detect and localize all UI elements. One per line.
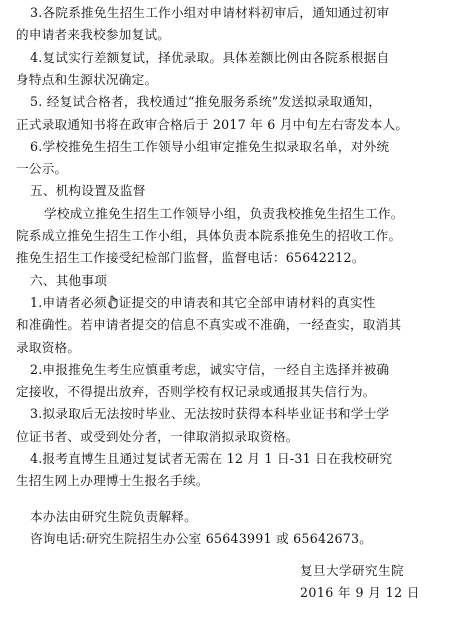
item-6-line-2: 一公示。 xyxy=(16,161,68,177)
item-6-line-1: 6.学校推免生招生工作领导小组审定推免生拟录取名单，对外统 xyxy=(30,138,390,154)
item-5-line-1: 5. 经复试合格者，我校通过“推免服务系统”发送拟录取通知， xyxy=(30,94,382,110)
closing-remark: 本办法由研究生院负责解释。 xyxy=(30,508,197,524)
item-2-line-2: 定接收，不得提出放弃，否则学校有权记录或通报其失信行为。 xyxy=(16,384,376,400)
item-1-rest: 证提交的申请表和其它全部申请材料的真实性 xyxy=(118,294,376,310)
item-5-line-2: 正式录取通知书将在政审合格后于 2017 年 6 月中旬左右寄发本人。 xyxy=(16,116,409,132)
section-6-heading: 六、其他事项 xyxy=(30,272,108,288)
item-1-line-3: 录取资格。 xyxy=(16,339,81,355)
section-5-heading: 五、机构设置及监督 xyxy=(30,183,146,199)
item-2-line-1: 2.申报推免生考生应慎重考虑，诚实守信，一经自主选择并被确 xyxy=(30,361,390,377)
item-4b-line-1: 4.报考直博生且通过复试者无需在 12 月 1 日-31 日在我校研究 xyxy=(30,451,393,466)
item-4-line-1: 4.复试实行差额复试，择优录取。具体差额比例由各院系根据自 xyxy=(30,49,390,65)
item-3b-line-1: 3.拟录取后无法按时毕业、无法按时获得本科毕业证书和学士学 xyxy=(30,406,390,422)
item-3b-line-2: 位证书者、或受到处分者，一律取消拟录取资格。 xyxy=(16,428,299,444)
item-3-line-1: 3.各院系推免生招生工作小组对申请材料初审后，通知通过初审 xyxy=(30,5,390,20)
hand-cursor-icon xyxy=(108,295,118,309)
item-4-line-2: 身特点和生源状况确定。 xyxy=(16,71,158,87)
item-1-line-2: 和准确性。若申请者提交的信息不真实或不准确，一经查实，取消其 xyxy=(16,317,402,333)
item-1-prefix: 1.申请者必须 xyxy=(30,294,107,310)
section-5-para-line-2: 院系成立推免生招生工作小组，具体负责本院系推免生的招收工作。 xyxy=(16,228,402,243)
contact-phone: 咨询电话:研究生院招生办公室 65643991 或 65642673。 xyxy=(30,531,373,547)
section-5-para-line-1: 学校成立推免生招生工作领导小组，负责我校推免生招生工作。 xyxy=(44,205,404,221)
item-1-line-1 xyxy=(30,295,376,311)
item-4b-line-2: 生招生网上办理博士生报名手续。 xyxy=(16,473,209,489)
signature-org: 复旦大学研究生院 xyxy=(300,562,404,578)
item-3-line-2: 的申请者来我校参加复试。 xyxy=(16,27,171,43)
signature-date: 2016 年 9 月 12 日 xyxy=(300,584,420,600)
section-5-para-line-3: 推免生招生工作接受纪检部门监督，监督电话：65642212。 xyxy=(16,250,365,266)
